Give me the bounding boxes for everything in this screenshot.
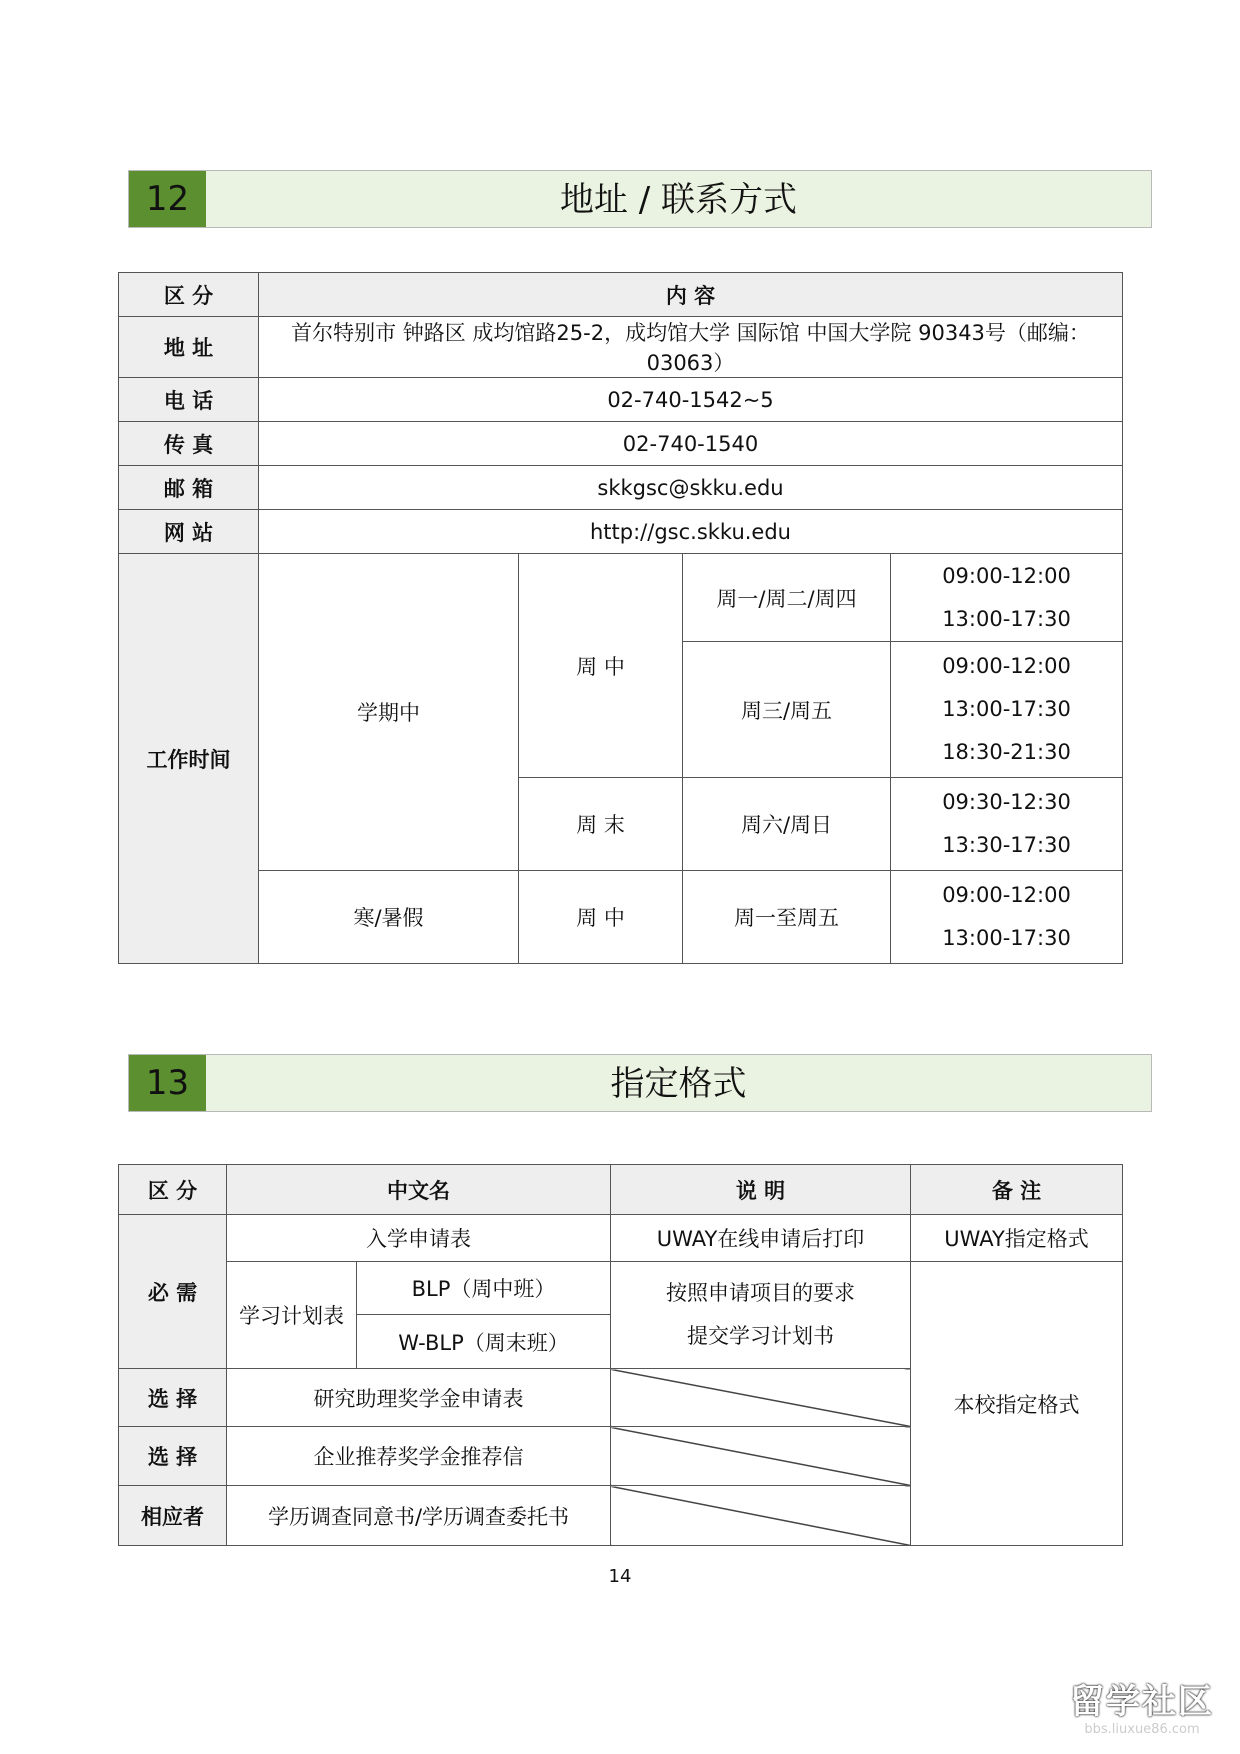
mon-tue-thu-times (891, 554, 1123, 642)
blp-cell: BLP（周中班） (357, 1262, 611, 1315)
header-category: 区 分 (119, 1165, 227, 1215)
optional-label: 选 择 (119, 1369, 227, 1427)
watermark-logo (1062, 1682, 1222, 1740)
application-desc: UWAY在线申请后打印 (611, 1215, 911, 1262)
vacation-weekday-cell: 周 中 (519, 871, 683, 964)
wblp-cell: W-BLP（周末班） (357, 1315, 611, 1369)
time-slot: 13:00-17:30 (942, 697, 1071, 721)
wed-fri-times (891, 642, 1123, 778)
website-label: 网 站 (119, 510, 259, 554)
section-title: 指定格式 (610, 1064, 747, 1104)
company-scholarship: 企业推荐奖学金推荐信 (227, 1427, 611, 1486)
mon-to-fri-times (891, 871, 1123, 964)
phone-label: 电 话 (119, 378, 259, 422)
study-plan: 学习计划表 (227, 1262, 357, 1369)
header-note: 备 注 (911, 1165, 1123, 1215)
study-plan-desc (611, 1262, 911, 1369)
email-label: 邮 箱 (119, 466, 259, 510)
time-slot: 09:30-12:30 (942, 790, 1071, 814)
watermark-url: bbs.liuxue86.com (1084, 1722, 1200, 1737)
website-value: http://gsc.skku.edu (259, 510, 1123, 554)
contact-table (118, 272, 1123, 964)
applicable-label: 相应者 (119, 1486, 227, 1546)
forms-table (118, 1164, 1123, 1546)
section-header-contact (128, 170, 1152, 228)
vacation-cell: 寒/暑假 (259, 871, 519, 964)
empty-diagonal-cell (611, 1427, 911, 1486)
time-slot: 13:30-17:30 (942, 833, 1071, 857)
email-value: skkgsc@skku.edu (259, 466, 1123, 510)
desc-line: 按照申请项目的要求 (666, 1281, 855, 1305)
address-label: 地 址 (119, 317, 259, 378)
optional-label: 选 择 (119, 1427, 227, 1486)
header-chinese-name: 中文名 (227, 1165, 611, 1215)
semester-cell: 学期中 (259, 554, 519, 871)
sat-sun-times (891, 778, 1123, 871)
time-slot: 13:00-17:30 (942, 606, 1071, 631)
education-check: 学历调查同意书/学历调查委托书 (227, 1486, 611, 1546)
empty-diagonal-cell (611, 1486, 911, 1546)
time-slot: 09:00-12:00 (942, 883, 1071, 907)
application-note: UWAY指定格式 (911, 1215, 1123, 1262)
fax-value: 02-740-1540 (259, 422, 1123, 466)
school-format-note: 本校指定格式 (911, 1262, 1123, 1546)
weekend-cell: 周 末 (519, 778, 683, 871)
header-content: 内 容 (259, 273, 1123, 317)
page-number: 14 (608, 1566, 632, 1587)
wed-fri-cell: 周三/周五 (683, 642, 891, 778)
time-slot: 13:00-17:30 (942, 926, 1071, 950)
sat-sun-cell: 周六/周日 (683, 778, 891, 871)
time-slot: 09:00-12:00 (942, 654, 1071, 678)
application-form: 入学申请表 (227, 1215, 611, 1262)
watermark-main: 留学社区 (1070, 1682, 1214, 1722)
mon-tue-thu-cell: 周一/周二/周四 (683, 554, 891, 642)
address-value: 首尔特别市 钟路区 成均馆路25-2，成均馆大学 国际馆 中国大学院 90343号（邮编：03063） (259, 317, 1123, 378)
time-slot: 09:00-12:00 (942, 563, 1071, 588)
required-label: 必 需 (119, 1215, 227, 1369)
section-number: 13 (129, 1055, 206, 1111)
research-scholarship: 研究助理奖学金申请表 (227, 1369, 611, 1427)
section-title: 地址 / 联系方式 (559, 180, 798, 220)
time-slot: 18:30-21:30 (942, 740, 1071, 764)
weekday-cell: 周 中 (519, 554, 683, 778)
empty-diagonal-cell (611, 1369, 911, 1427)
header-category: 区 分 (119, 273, 259, 317)
mon-to-fri-cell: 周一至周五 (683, 871, 891, 964)
desc-line: 提交学习计划书 (687, 1324, 834, 1348)
phone-value: 02-740-1542~5 (259, 378, 1123, 422)
fax-label: 传 真 (119, 422, 259, 466)
section-header-forms (128, 1054, 1152, 1112)
section-number: 12 (129, 171, 206, 227)
hours-label: 工作时间 (119, 554, 259, 964)
header-description: 说 明 (611, 1165, 911, 1215)
